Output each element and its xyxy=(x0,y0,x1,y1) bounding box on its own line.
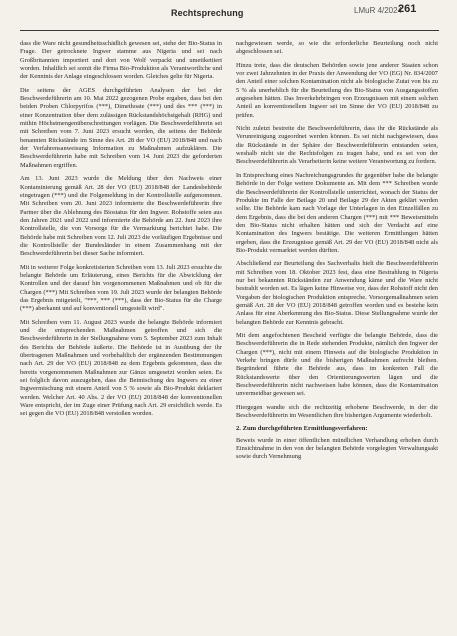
paragraph: Abschließend zur Beurteilung des Sachverhalts hielt die Beschwerdeführerin mit Schreiben vom 18. Oktober 2023 fest, dass eine Bestrahlung in Nigeria nur bei bekannten Rückständen zur Anwendung käme und die Ware nicht bestrahlt worden sei. Es lägen keine Hinweise vor, dass der Rohstoff nicht den Vorgaben der biologischen Produktion entspreche. Vorsorgemaßnahmen seien gemäß Art. 28 der VO (EU) 2018/848 getroffen worden und es bestehe kein Anlass für eine Aberkennung des Bio-Status. Diese Stellungnahme wurde der belangten Behörde zur Kenntnis gebracht. xyxy=(236,260,438,326)
right-column xyxy=(236,40,438,628)
paragraph: Nicht zuletzt bestreite die Beschwerdeführerin, dass ihr die Rückstände als Verunreinigung zugeordnet werden können. Es sei nicht nachgewiesen, dass die Rückstände in der Sphäre der Beschwerdeführerin entstanden seien, weshalb nicht sie die Rechtsfolgen zu tragen habe, und es sei von der Beschwerdeführerin als Verarbeiterin keine weitere Verantwortung zu fordern. xyxy=(236,125,438,166)
header-rule xyxy=(20,30,439,31)
paragraph: Hiergegen wandte sich die rechtzeitig erhobene Beschwerde, in der die Beschwerdeführerin im Wesentlichen ihre bisherigen Argumente wiederholt. xyxy=(236,403,438,420)
paragraph: dass die Ware nicht gesundheitsschädlich gewesen sei, stehe der Bio-Status in Frage. Der getrocknete Ingwer stamme aus Nigeria und sei nach Großbritannien importiert und dort von Wolf verpackt und umetikettiert worden. Inhaltlich sei somit die Firma Bio-Produktion als Verantwortliche und der Kenntnis der Anlage eingeschlossen worden. Gleiches gelte für Nigeria. xyxy=(20,40,222,81)
left-column xyxy=(20,40,222,628)
paragraph: Mit in weiterer Folge konkretisierten Schreiben vom 13. Juli 2023 ersuchte die belangte Behörde um Erläuterung, eines Berichts für die Abwicklung der Kontrollen und der darauf hin vorgenommenen Maßnahmen und ob für die Chargen (***) Mit Schreiben vom 19. Juli 2023 wurde der belangten Behörde das Ergebnis mitgeteilt, "***, *** (***), dass der Bio-Status für die Charge (***) aberkannt und auf konventionell umgestellt wird". xyxy=(20,263,222,313)
paragraph: Am 13. Juni 2023 wurde die Meldung über den Nachweis einer Kontaminierung gemäß Art. 28 der VO (EU) 2018/848 der Landesbehörde eingetragen (***) und die Folgemeldung in der Kontrollstelle aufgenommen. Mit Schreiben vom 20. Juni 2023 informierte die Beschwerdeführerin ihre Partner über die Ablehnung des Biostatus für den Ingwer. Rohstoffe seien aus den Jahren 2021 und 2022 und informierte die Behörde am 22. Juni 2023 ihre Kontrollstelle, die von Vorsorge für die Vermarktung berichtet habe. Die Behörde habe mit Schreiben vom 12. Juli 2023 die vorläufigen Ergebnisse und die Kontrollstelle der Bundesländer in einem Zusammenhang mit der Beschwerdeführerin bei dieser Sache informiert. xyxy=(20,175,222,258)
paragraph: Mit Schreiben vom 11. August 2023 wurde die belangte Behörde informiert und die entsprechenden Maßnahmen getroffen und sich die Beschwerdeführerin in der Stellungnahme vom 5. September 2023 zum Inhalt des Berichts der Behörde äußerte. Die Behörde ist in Ausübung der ihr übertragenen Maßnahmen und vorbehaltlich der ergänzenden Bestimmungen nach Art. 29 der VO (EU) 2018/848 zu dem Ergebnis gekommen, dass die bereits vorgenommenen Maßnahmen zur Gänze umgesetzt worden seien. Es sei folglich davon auszugehen, dass die Beimischung des Ingwers zu einer Ingwermischung mit einem Anteil von 5 % sowie als Bio-Produkt deklariert werden. Welcher Art. 40 Abs. 2 der VO (EU) 2018/848 der konventionellen Ware entspricht, der im Zuge einer Prüfung nach Art. 29 ersichtlich werde. Es sei gegen die VO (EU) 2018/848 verstoßen worden. xyxy=(20,318,222,418)
page-number: 261 xyxy=(398,3,417,15)
section-subheading: 2. Zum durchgeführten Ermittlungsverfahren: xyxy=(236,425,368,433)
paragraph: Die seitens der AGES durchgeführten Analysen der bei der Beschwerdeführerin am 10. Mai 2022 gezogenen Probe ergaben, dass bei den beiden Proben Chlorpyrifos (***), Dimethoate (***) und des *** (***) in einer Konzentration über dem zulässigen Rückstandshöchstgehalt (RHG) und mithin Höchstmengenüberschreitungen vorlägen. Die Beschwerdeführerin sei mit Schreiben vom 7. Juni 2023 ersucht worden, die seitens der Behörde benannten Rückstände im Sinne des Art. 28 der VO (EU) 2018/848 und nach der Verfahrensanweisung Information zu Maßnahmen aufzuklären. Die Beschwerdeführerin habe mit Schreiben vom 14. Juni 2023 die geforderten Maßnahmen ergriffen. xyxy=(20,86,222,169)
paragraph: Hinzu trete, dass die deutschen Behörden sowie jene anderer Staaten schon vor zwei Jahrzehnten in der Praxis der Anwendung der VO (EG) Nr. 834/2007 den Anteil einer solchen Kontamination nicht als biologische Zutat von bis zu 5 % als unerheblich für die Beurteilung des Bio-Status von Ausgangsstoffen angesehen hätten. Das Inverkehrbringen von Erzeugnissen mit einem solchen Anteil an konventionellem Ingwer sei im Sinne der VO (EU) 2018/848 zu prüfen. xyxy=(236,61,438,119)
page-header xyxy=(0,0,457,34)
paragraph: Mit dem angefochtenen Bescheid verfügte die belangte Behörde, dass die Beschwerdeführerin die in Rede stehenden Produkte, nämlich den Ingwer der Chargen (***), nicht mit einem Hinweis auf die biologische Produktion in Verkehr bringen dürfe und die bisherigen Maßnahmen aufrecht bleiben. Begründend führte die Behörde aus, dass im konkreten Fall die Rückstandswerte über den Orientierungswerten lägen und die Beschwerdeführerin nicht nachweisen habe können, dass die Kontamination unvermeidbar gewesen sei. xyxy=(236,332,438,398)
paragraph: In Entsprechung eines Nachreichungsgrundes ihr gegenüber habe die belangte Behörde in der Folge weitere Dokumente an. Mit dem *** Schreiben wurde die Beschwerdeführerin der Kontrollstelle unterrichtet, wonach der Status der Produkte im Falle der Beilage 20 und Beilage 29 der Akten geklärt werden sollte. Die Behörde kam nach Vorlage der Unterlagen in den Einzelfällen zu dem Ergebnis, dass die bei den anderen Chargen (***) mit *** Beweismitteln den Bio-Status nicht erhalten hätten und sich der Verdacht auf eine Kontamination des Ingwers bestätige. Die weiteren Ermittlungen hätten ergeben, dass die Erzeugnisse gemäß Art. 29 der VO (EU) 2018/848 nicht als Bio-Produkt vermarktet werden dürften. xyxy=(236,171,438,254)
journal-issue: LMuR 4/2024 xyxy=(354,6,403,15)
paragraph: nachgewiesen werde, so wie die erforderliche Beurteilung noch nicht abgeschlossen sei. xyxy=(236,40,438,56)
paragraph: Beweis wurde in einer öffentlichen mündlichen Verhandlung erhoben durch Einsichtnahme in den von der belangten Behörde vorgelegten Verwaltungsakt sowie durch Vernehmung xyxy=(236,436,438,461)
running-head: Rechtsprechung xyxy=(171,8,244,18)
